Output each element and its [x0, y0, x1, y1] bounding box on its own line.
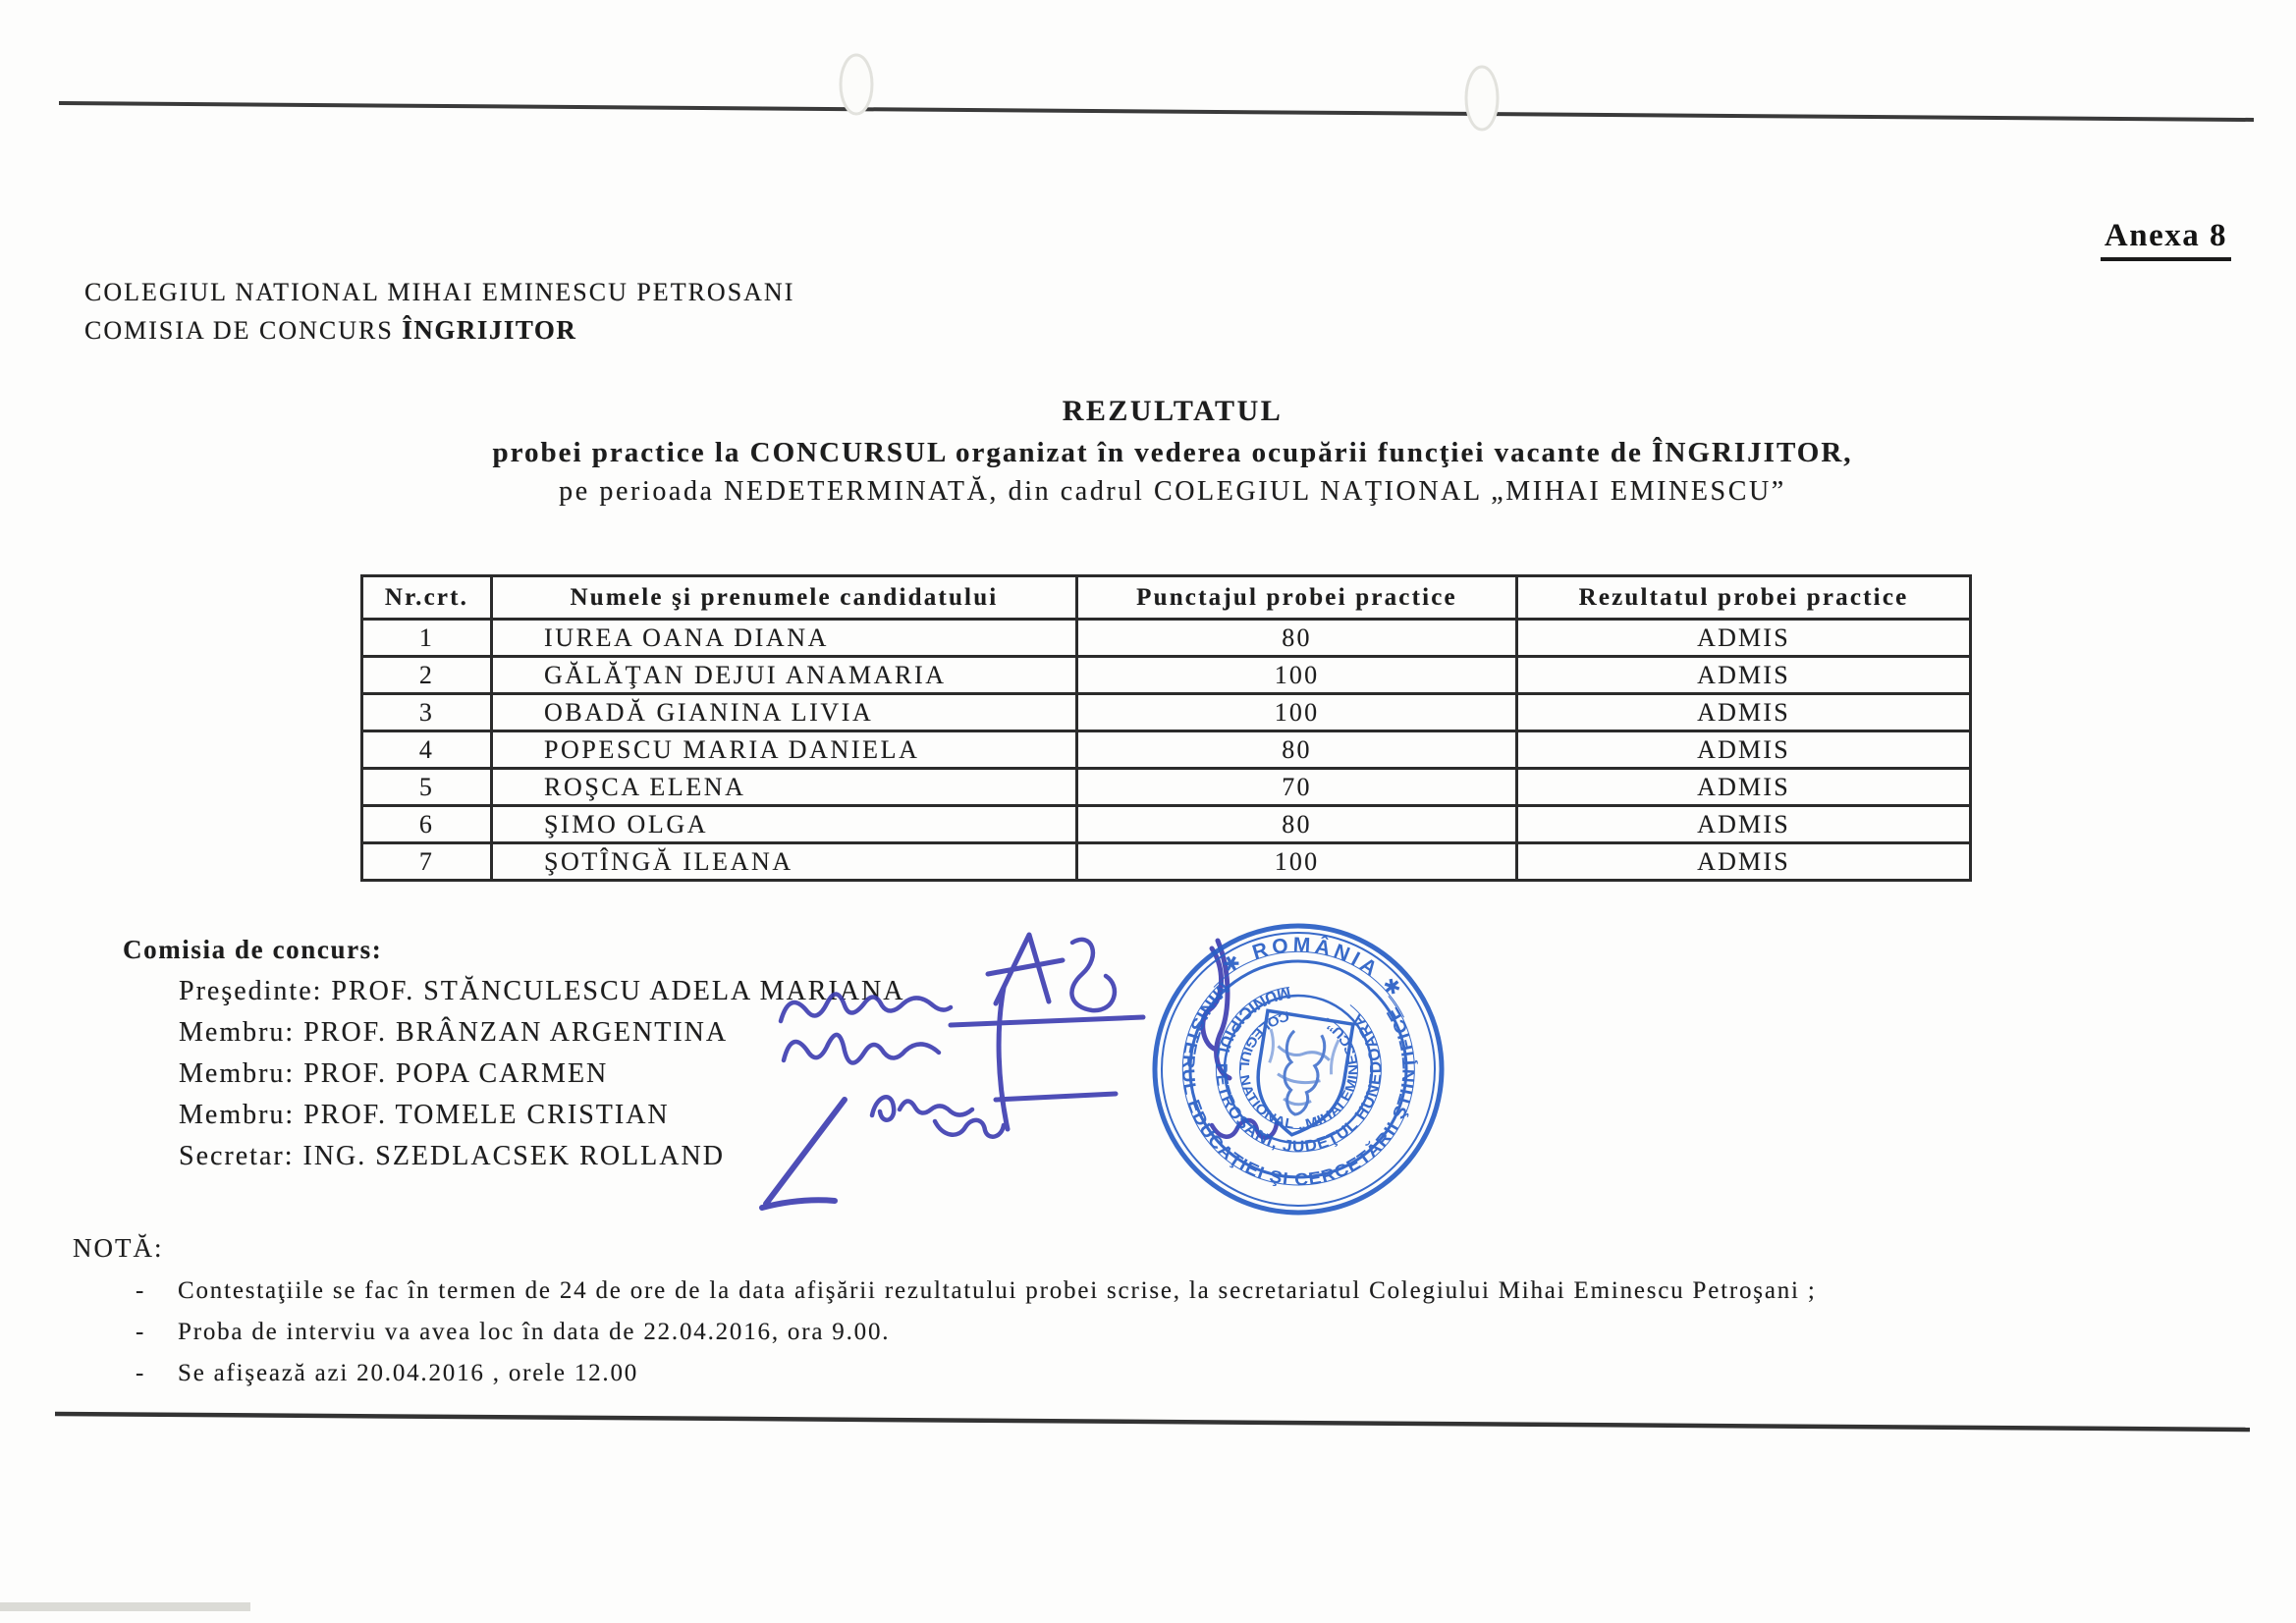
svg-text:✱ ROMÂNIA ✱ [1216, 919, 1414, 1006]
organization-header [84, 273, 794, 350]
note-item-dash: - [136, 1360, 146, 1386]
svg-text:COLEGIUL NATIONAL „MIHAI EMINE [1228, 1002, 1369, 1141]
cell-result: ADMIS [1517, 769, 1971, 806]
commission-line [84, 311, 794, 350]
stamp-outer-circle [1141, 912, 1455, 1226]
stamp-coat-of-arms-eagle [1258, 1027, 1339, 1119]
organization-name: COLEGIUL NATIONAL MIHAI EMINESCU PETROSANI [84, 278, 795, 306]
note-heading: NOTĂ: [73, 1233, 164, 1263]
note-list [136, 1276, 1817, 1400]
signature-stroke [1212, 1120, 1277, 1138]
table-row [362, 657, 1971, 694]
title-line-1: REZULTATUL [1062, 395, 1284, 427]
cell-nr: 6 [362, 806, 492, 843]
committee-member: Membru: PROF. TOMELE CRISTIAN [179, 1100, 670, 1130]
svg-text:MINISTERUL EDUCAŢIEI ŞI CERCET [1162, 971, 1430, 1207]
cell-name: ŞOTÎNGĂ ILEANA [492, 843, 1077, 881]
col-header-result: Rezultatul probei practice [1517, 576, 1971, 620]
cell-result: ADMIS [1517, 731, 1971, 769]
cell-nr: 1 [362, 620, 492, 657]
commission-label: COMISIA DE CONCURS [84, 316, 403, 345]
stamp-text-college: COLEGIUL NATIONAL „MIHAI EMINESCUˮ [1236, 1008, 1361, 1132]
table-row [362, 806, 1971, 843]
committee-member: Membru: PROF. BRÂNZAN ARGENTINA [179, 1017, 729, 1048]
signature-stroke [1203, 941, 1230, 1078]
official-round-stamp [1141, 912, 1455, 1226]
cell-name: IUREA OANA DIANA [492, 620, 1077, 657]
scan-streak [0, 1602, 250, 1611]
stamp-text-municipality: MUNICIPIUL PETROŞANI, JUDEŢUL HUNEDOARA [1212, 983, 1386, 1157]
committee-member: Secretar: ING. SZEDLACSEK ROLLAND [179, 1141, 725, 1171]
stamp-middle-circle [1175, 946, 1422, 1193]
committee-member: Preşedinte: PROF. STĂNCULESCU ADELA MARIANA [179, 976, 905, 1006]
document-title [0, 395, 2296, 508]
note-item-dash: - [136, 1277, 146, 1304]
commission-role: ÎNGRIJITOR [402, 315, 577, 345]
signature-stroke [999, 988, 1008, 1129]
stamp-coat-of-arms-shield [1249, 1010, 1353, 1141]
table-header-row [362, 576, 1971, 620]
stamp-outer-inner-circle [1142, 913, 1454, 1225]
cell-score: 100 [1077, 843, 1517, 881]
committee-member: Membru: PROF. POPA CARMEN [179, 1058, 609, 1089]
col-header-name: Numele şi prenumele candidatului [492, 576, 1077, 620]
cell-name: ROŞCA ELENA [492, 769, 1077, 806]
title-line-2: probei practice la CONCURSUL organizat în vederea ocupării funcţiei vacante de ÎNGRIJITOR, [492, 437, 1853, 468]
signature-stroke [996, 1094, 1116, 1100]
table-row [362, 731, 1971, 769]
signature-stroke [935, 1120, 1004, 1137]
cell-result: ADMIS [1517, 694, 1971, 731]
stamp-text-ministry: MINISTERUL EDUCAŢIEI ŞI CERCETĂRII ŞTIINŢIFICE [1178, 978, 1419, 1190]
cell-nr: 4 [362, 731, 492, 769]
cell-score: 80 [1077, 731, 1517, 769]
cell-score: 70 [1077, 769, 1517, 806]
table-row [362, 694, 1971, 731]
note-item [136, 1359, 1817, 1387]
table-row [362, 843, 1971, 881]
cell-name: ŞIMO OLGA [492, 806, 1077, 843]
cell-score: 80 [1077, 620, 1517, 657]
table-row [362, 769, 1971, 806]
cell-nr: 3 [362, 694, 492, 731]
cell-result: ADMIS [1517, 620, 1971, 657]
col-header-score: Punctajul probei practice [1077, 576, 1517, 620]
cell-nr: 7 [362, 843, 492, 881]
signature-stroke [988, 935, 1063, 1003]
committee-block [123, 935, 904, 1171]
signature-stroke [1071, 940, 1115, 1010]
cell-score: 100 [1077, 657, 1517, 694]
page-top-edge-line [59, 103, 2254, 120]
cell-nr: 5 [362, 769, 492, 806]
results-table [360, 574, 1972, 882]
cell-name: OBADĂ GIANINA LIVIA [492, 694, 1077, 731]
punch-hole [1466, 67, 1498, 130]
signature-stroke [951, 1017, 1143, 1025]
title-line-3: pe perioada NEDETERMINATĂ, din cadrul COLEGIUL NAŢIONAL „MIHAI EMINESCU” [559, 476, 1786, 507]
annex-label: Anexa 8 [2101, 218, 2231, 261]
note-item-text: Proba de interviu va avea loc în data de 22.04.2016, ora 9.00. [178, 1319, 891, 1345]
note-item-text: Se afişează azi 20.04.2016 , orele 12.00 [178, 1360, 639, 1386]
cell-score: 100 [1077, 694, 1517, 731]
cell-nr: 2 [362, 657, 492, 694]
page-bottom-rule [55, 1414, 2250, 1430]
cell-score: 80 [1077, 806, 1517, 843]
cell-result: ADMIS [1517, 806, 1971, 843]
svg-text:MUNICIPIUL PETROŞANI, JUDEŢUL [1200, 973, 1397, 1168]
note-item-text: Contestaţiile se fac în termen de 24 de ore de la data afişării rezultatului probei scrise, la secretariatul Colegiului Mihai Eminescu Petroşani ; [178, 1277, 1817, 1304]
cell-name: POPESCU MARIA DANIELA [492, 731, 1077, 769]
committee-heading: Comisia de concurs: [123, 935, 383, 964]
stamp-inner-circle [1214, 985, 1383, 1154]
stamp-text-romania: ✱ ROMÂNIA ✱ [1218, 933, 1408, 1004]
cell-result: ADMIS [1517, 657, 1971, 694]
cell-name: GĂLĂŢAN DEJUI ANAMARIA [492, 657, 1077, 694]
cell-result: ADMIS [1517, 843, 1971, 881]
note-item-dash: - [136, 1319, 146, 1345]
note-item [136, 1276, 1817, 1305]
table-row [362, 620, 1971, 657]
note-item [136, 1318, 1817, 1346]
punch-hole [841, 55, 872, 114]
col-header-nr: Nr.crt. [362, 576, 492, 620]
